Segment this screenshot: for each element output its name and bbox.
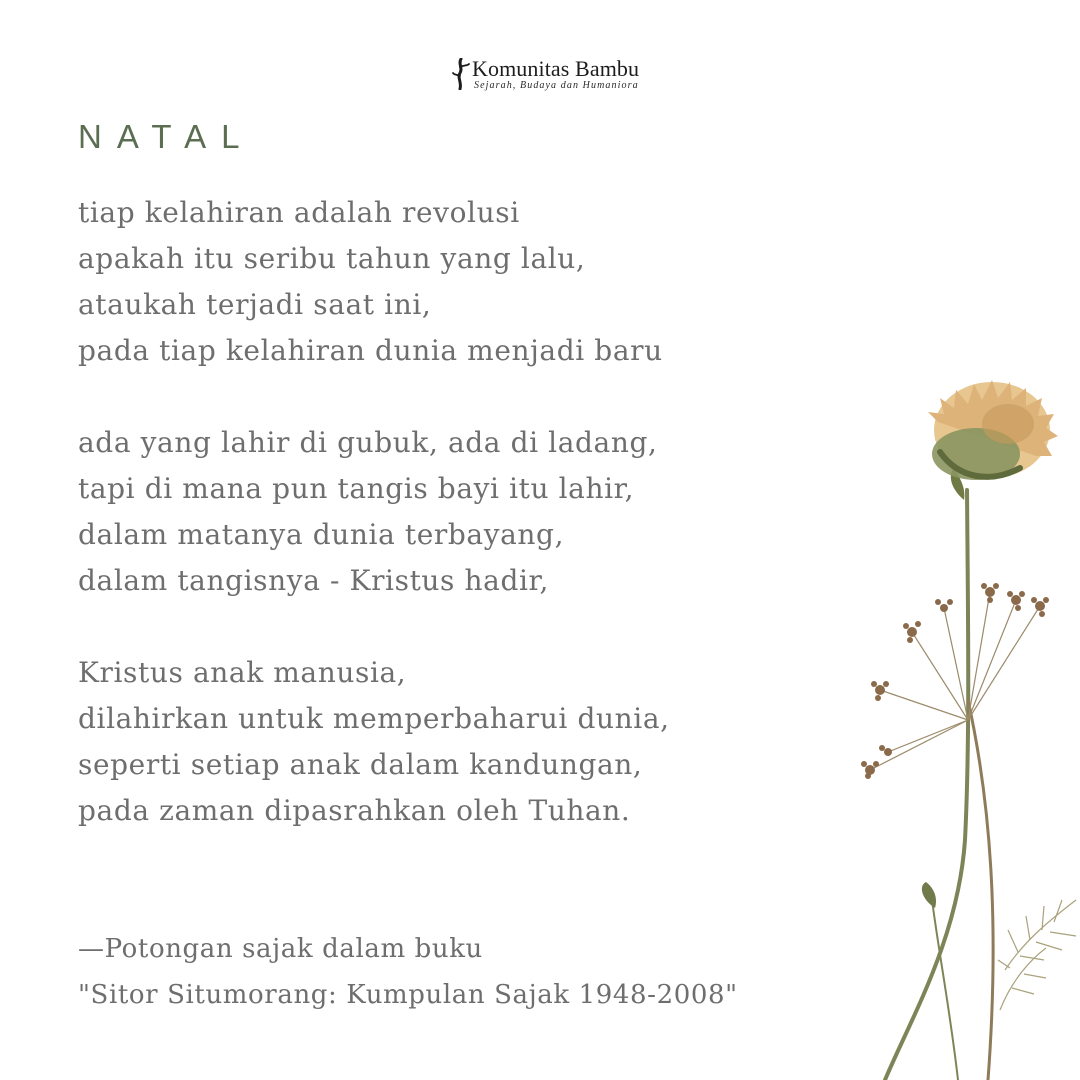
poem-line: dalam tangisnya - Kristus hadir,	[78, 564, 549, 597]
poem-body	[78, 190, 670, 880]
brand-name: Komunitas Bambu	[472, 56, 640, 81]
poem-title: NATAL	[78, 118, 255, 155]
poem-line: dalam matanya dunia terbayang,	[78, 518, 565, 551]
poem-line: ataukah terjadi saat ini,	[78, 288, 432, 321]
poem-line: dilahirkan untuk memperbaharui dunia,	[78, 702, 670, 735]
poem-line: apakah itu seribu tahun yang lalu,	[78, 242, 586, 275]
dill-sprig-icon	[998, 900, 1076, 1010]
poem-line: pada tiap kelahiran dunia menjadi baru	[78, 334, 663, 367]
poem-source	[78, 926, 738, 1018]
dried-flowers-illustration	[840, 360, 1080, 1080]
umbel-flower-icon	[870, 592, 1040, 770]
brand-tagline: Sejarah, Budaya dan Humaniora	[474, 80, 639, 91]
poem-stanza	[78, 420, 670, 604]
poem-line: pada zaman dipasrahkan oleh Tuhan.	[78, 794, 631, 827]
poem-stanza	[78, 190, 670, 374]
brand-logo	[452, 56, 692, 96]
poem-line: tiap kelahiran adalah revolusi	[78, 196, 520, 229]
poem-line: tapi di mana pun tangis bayi itu lahir,	[78, 472, 635, 505]
source-line: —Potongan sajak dalam buku	[78, 934, 483, 964]
poem-line: seperti setiap anak dalam kandungan,	[78, 748, 643, 781]
poem-line: Kristus anak manusia,	[78, 656, 407, 689]
poem-line: ada yang lahir di gubuk, ada di ladang,	[78, 426, 658, 459]
bamboo-logo-icon	[452, 58, 470, 90]
poem-stanza	[78, 650, 670, 834]
flower-head-icon	[928, 380, 1058, 480]
seed-cluster-icon	[861, 583, 1049, 779]
source-title: "Sitor Situmorang: Kumpulan Sajak 1948-2008"	[78, 980, 738, 1010]
